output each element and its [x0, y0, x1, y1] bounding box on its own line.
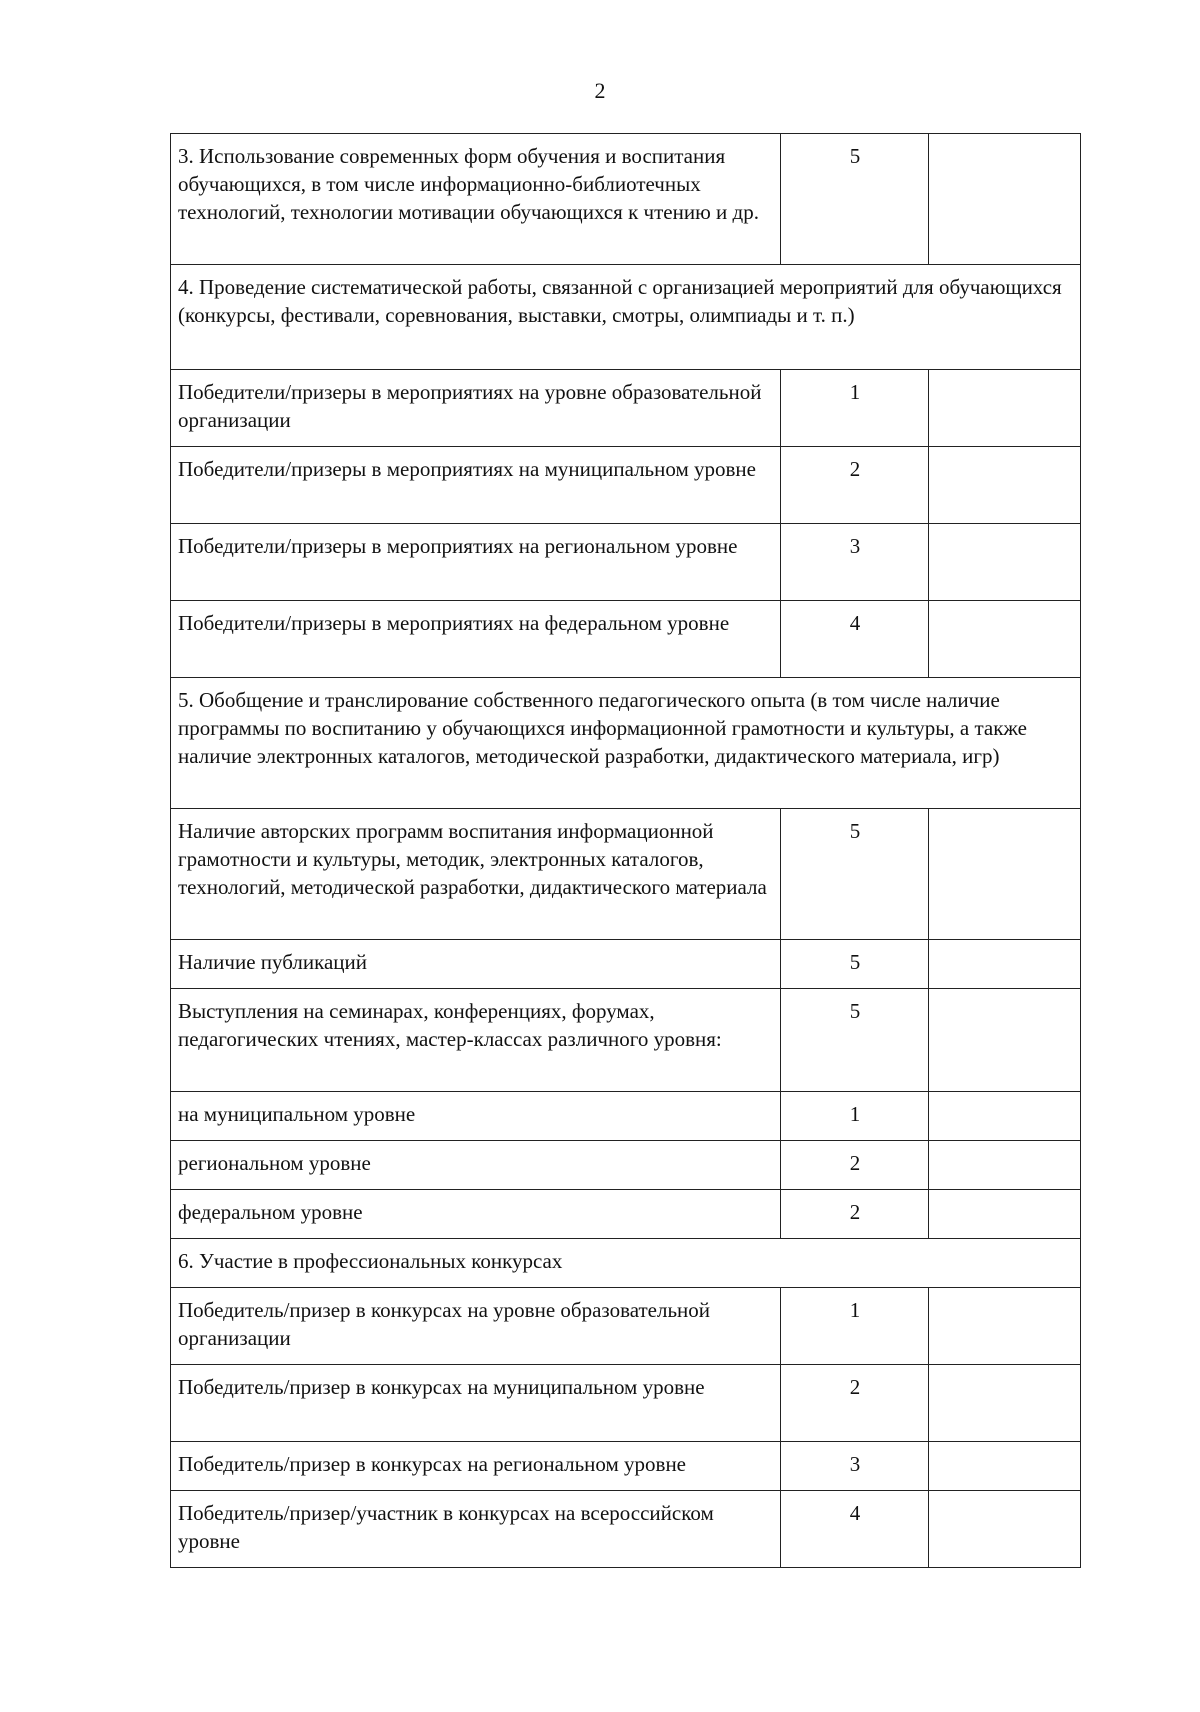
table-row [171, 1141, 1081, 1190]
criterion-score: 1 [781, 370, 929, 447]
criterion-text: Победители/призеры в мероприятиях на муниципальном уровне [171, 447, 781, 524]
criterion-text: на муниципальном уровне [171, 1092, 781, 1141]
empty-cell [929, 1288, 1081, 1365]
table-row [171, 989, 1081, 1092]
table-row [171, 524, 1081, 601]
section-heading: 6. Участие в профессиональных конкурсах [171, 1239, 1081, 1288]
empty-cell [929, 809, 1081, 940]
empty-cell [929, 1365, 1081, 1442]
criterion-score: 3 [781, 524, 929, 601]
section-heading: 5. Обобщение и транслирование собственного педагогического опыта (в том числе наличие программы по воспитанию у обучающихся информационной грамотности и культуры, а также наличие электронных каталогов, методической разработки, дидактического материала, игр) [171, 678, 1081, 809]
criterion-score: 1 [781, 1288, 929, 1365]
criterion-text: Выступления на семинарах, конференциях, форумах, педагогических чтениях, мастер-классах различного уровня: [171, 989, 781, 1092]
criterion-score: 4 [781, 1491, 929, 1568]
criterion-score: 1 [781, 1092, 929, 1141]
empty-cell [929, 940, 1081, 989]
page-number: 2 [594, 78, 606, 103]
criterion-text: Победитель/призер в конкурсах на муниципальном уровне [171, 1365, 781, 1442]
criterion-text: Победители/призеры в мероприятиях на уровне образовательной организации [171, 370, 781, 447]
empty-cell [929, 1190, 1081, 1239]
table-row [171, 601, 1081, 678]
empty-cell [929, 134, 1081, 265]
table-row [171, 447, 1081, 524]
criterion-text: федеральном уровне [171, 1190, 781, 1239]
section-row [171, 265, 1081, 370]
criterion-score: 3 [781, 1442, 929, 1491]
criterion-text: Победитель/призер/участник в конкурсах на всероссийском уровне [171, 1491, 781, 1568]
criterion-text: региональном уровне [171, 1141, 781, 1190]
criterion-score: 4 [781, 601, 929, 678]
criterion-score: 2 [781, 1190, 929, 1239]
criterion-score: 5 [781, 134, 929, 265]
table-row [171, 1288, 1081, 1365]
empty-cell [929, 370, 1081, 447]
criterion-text: Победители/призеры в мероприятиях на региональном уровне [171, 524, 781, 601]
criterion-score: 5 [781, 940, 929, 989]
criterion-score: 2 [781, 447, 929, 524]
table-row [171, 940, 1081, 989]
criterion-text: Наличие публикаций [171, 940, 781, 989]
table-row [171, 809, 1081, 940]
empty-cell [929, 601, 1081, 678]
criteria-table [170, 133, 1081, 1568]
criterion-score: 2 [781, 1365, 929, 1442]
criterion-text: Наличие авторских программ воспитания информационной грамотности и культуры, методик, электронных каталогов, технологий, методической разработки, дидактического материала [171, 809, 781, 940]
section-row [171, 1239, 1081, 1288]
section-row [171, 678, 1081, 809]
table-row [171, 370, 1081, 447]
table-row [171, 134, 1081, 265]
table-row [171, 1491, 1081, 1568]
table-row [171, 1092, 1081, 1141]
criterion-text: Победитель/призер в конкурсах на уровне образовательной организации [171, 1288, 781, 1365]
empty-cell [929, 1491, 1081, 1568]
criterion-score: 5 [781, 809, 929, 940]
criterion-score: 5 [781, 989, 929, 1092]
criterion-score: 2 [781, 1141, 929, 1190]
empty-cell [929, 1141, 1081, 1190]
empty-cell [929, 989, 1081, 1092]
criterion-text: Победитель/призер в конкурсах на региональном уровне [171, 1442, 781, 1491]
table-row [171, 1190, 1081, 1239]
table-row [171, 1442, 1081, 1491]
section-heading: 4. Проведение систематической работы, связанной с организацией мероприятий для обучающихся (конкурсы, фестивали, соревнования, выставки, смотры, олимпиады и т. п.) [171, 265, 1081, 370]
criterion-text: 3. Использование современных форм обучения и воспитания обучающихся, в том числе информационно-библиотечных технологий, технологии мотивации обучающихся к чтению и др. [171, 134, 781, 265]
empty-cell [929, 1092, 1081, 1141]
empty-cell [929, 524, 1081, 601]
empty-cell [929, 1442, 1081, 1491]
criterion-text: Победители/призеры в мероприятиях на федеральном уровне [171, 601, 781, 678]
table-row [171, 1365, 1081, 1442]
empty-cell [929, 447, 1081, 524]
